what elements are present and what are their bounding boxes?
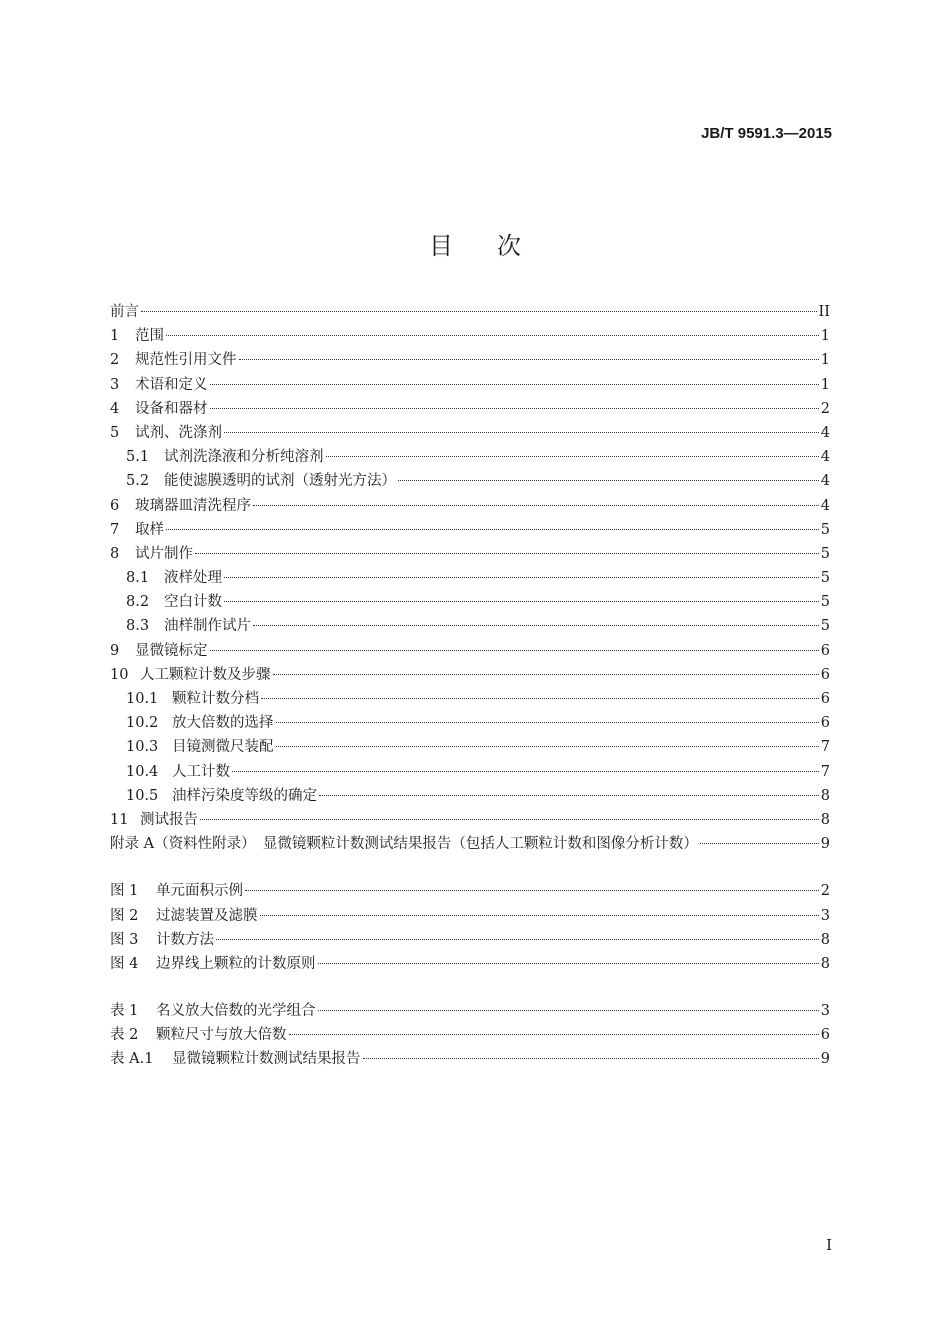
toc-entry-page: 4 — [820, 424, 830, 441]
dot-leader — [700, 843, 819, 844]
toc-entry-number: 1 — [110, 328, 120, 345]
toc-tables — [110, 999, 830, 1072]
toc-entry[interactable] — [110, 832, 830, 856]
toc-entry-page: 7 — [820, 763, 830, 780]
toc-entry-number: 10.4 — [126, 763, 159, 780]
toc-entry-label: 试剂、洗涤剂 — [135, 424, 222, 441]
toc-entry-label: 液样处理 — [164, 570, 222, 587]
toc-entry[interactable] — [110, 373, 830, 397]
dot-leader — [195, 553, 819, 554]
dot-leader — [398, 480, 819, 481]
table-entry-number: 表 2 — [110, 1027, 139, 1044]
dot-leader — [318, 1010, 819, 1011]
toc-entry[interactable] — [110, 639, 830, 663]
standard-code: JB/T 9591.3—2015 — [701, 125, 832, 142]
toc-entry-number: 7 — [110, 521, 120, 538]
toc-entry-page: 4 — [820, 473, 830, 490]
dot-leader — [260, 915, 819, 916]
toc-entry[interactable] — [110, 590, 830, 614]
toc-entry[interactable] — [110, 614, 830, 638]
toc-entry-page: 6 — [820, 715, 830, 732]
toc-entry[interactable] — [110, 808, 830, 832]
toc-entry-page: 6 — [820, 666, 830, 683]
toc-entry-page: 5 — [820, 570, 830, 587]
toc-entry-label: 范围 — [135, 328, 164, 345]
figure-entry[interactable] — [110, 879, 830, 903]
dot-leader — [245, 890, 819, 891]
dot-leader — [210, 408, 819, 409]
toc-entry-page: 5 — [820, 545, 830, 562]
toc-entry-label: 能使滤膜透明的试剂（透射光方法） — [164, 473, 396, 490]
figure-entry-page: 8 — [820, 931, 830, 948]
dot-leader — [318, 963, 819, 964]
figure-entry-label: 边界线上颗粒的计数原则 — [156, 955, 316, 972]
toc-entry[interactable] — [110, 784, 830, 808]
toc-figures — [110, 879, 830, 976]
toc-entry-label: 试剂洗涤液和分析纯溶剂 — [164, 449, 324, 466]
toc-entry[interactable] — [110, 663, 830, 687]
dot-leader — [224, 601, 819, 602]
toc-entry-page: 1 — [820, 376, 830, 393]
dot-leader — [276, 722, 819, 723]
toc-entry-page: 8 — [820, 787, 830, 804]
toc-entry[interactable] — [110, 348, 830, 372]
dot-leader — [210, 384, 819, 385]
dot-leader — [363, 1058, 819, 1059]
toc-entry-page: 6 — [820, 642, 830, 659]
table-entry-label: 显微镜颗粒计数测试结果报告 — [172, 1051, 361, 1068]
toc-entry-page: 5 — [820, 594, 830, 611]
toc-entry-page: 8 — [820, 811, 830, 828]
figure-entry-number: 图 2 — [110, 907, 139, 924]
toc-entry-number: 11 — [110, 811, 129, 828]
figure-entry-page: 2 — [820, 883, 830, 900]
dot-leader — [141, 311, 817, 312]
toc-entry[interactable] — [110, 735, 830, 759]
table-entry-page: 9 — [820, 1051, 830, 1068]
toc-entry-page: 6 — [820, 691, 830, 707]
toc-entry-label: 玻璃器皿清洗程序 — [135, 497, 251, 514]
toc-entry-label: 放大倍数的选择 — [172, 715, 274, 732]
figure-entry-number: 图 1 — [110, 883, 139, 900]
table-entry[interactable] — [110, 999, 830, 1023]
toc-entry-label: 人工颗粒计数及步骤 — [140, 666, 271, 683]
toc-entry[interactable] — [110, 760, 830, 784]
toc-entry[interactable] — [110, 397, 830, 421]
toc-entry-label: 设备和器材 — [135, 400, 208, 417]
toc-entry[interactable] — [110, 542, 830, 566]
toc-entry-label: 油样制作试片 — [164, 618, 251, 635]
toc-entry-label: 术语和定义 — [135, 376, 208, 393]
dot-leader — [326, 456, 819, 457]
toc-entry-number: 8 — [110, 545, 120, 562]
table-entry-page: 3 — [820, 1003, 830, 1020]
toc-entry-number: 10.3 — [126, 739, 159, 756]
toc-entry[interactable] — [110, 566, 830, 590]
figure-entry-label: 单元面积示例 — [156, 883, 243, 900]
toc-entry[interactable] — [110, 300, 830, 324]
figure-entry[interactable] — [110, 904, 830, 928]
toc-entry-number: 8.3 — [126, 618, 150, 635]
dot-leader — [253, 625, 819, 626]
page-number: I — [826, 1236, 832, 1254]
table-entry-number: 表 1 — [110, 1003, 139, 1020]
table-of-contents — [110, 300, 830, 1072]
toc-entry[interactable] — [110, 469, 830, 493]
dot-leader — [319, 795, 819, 796]
dot-leader — [289, 1034, 819, 1035]
figure-entry[interactable] — [110, 952, 830, 976]
table-entry[interactable] — [110, 1047, 830, 1071]
toc-entry-number: 3 — [110, 376, 120, 393]
toc-entry-number: 5 — [110, 424, 120, 441]
table-entry[interactable] — [110, 1023, 830, 1047]
toc-entry-page: 2 — [820, 400, 830, 417]
toc-entry-page: 4 — [820, 497, 830, 514]
figure-entry[interactable] — [110, 928, 830, 952]
toc-entry-page: 1 — [820, 352, 830, 369]
dot-leader — [224, 432, 819, 433]
dot-leader — [166, 335, 819, 336]
toc-entry-page: 4 — [820, 449, 830, 466]
toc-entry-page: 5 — [820, 521, 830, 538]
toc-entry-number: 8.1 — [126, 570, 150, 587]
figure-entry-label: 过滤装置及滤膜 — [156, 907, 258, 924]
toc-entry-label: 颗粒计数分档 — [172, 691, 259, 707]
toc-entry-label: 试片制作 — [135, 545, 193, 562]
dot-leader — [200, 819, 819, 820]
toc-entry-label: 油样污染度等级的确定 — [172, 787, 317, 804]
toc-entry-number: 2 — [110, 352, 120, 369]
toc-entry-label: 规范性引用文件 — [135, 352, 237, 369]
page-title: 目次 — [429, 232, 565, 260]
toc-entry-label: 显微镜标定 — [135, 642, 208, 659]
dot-leader — [166, 529, 819, 530]
toc-entry-page: 5 — [820, 618, 830, 635]
toc-entry-number: 10.1 — [126, 691, 159, 707]
dot-leader — [261, 698, 819, 699]
figure-entry-number: 图 4 — [110, 955, 139, 972]
toc-entry-number: 5.1 — [126, 449, 150, 466]
toc-sections — [110, 300, 830, 856]
toc-entry[interactable] — [110, 421, 830, 445]
toc-entry-page: II — [818, 304, 830, 320]
toc-entry-number: 4 — [110, 400, 120, 417]
toc-entry-page: 7 — [820, 739, 830, 756]
table-entry-number: 表 A.1 — [110, 1051, 154, 1068]
table-entry-label: 名义放大倍数的光学组合 — [156, 1003, 316, 1020]
dot-leader — [253, 505, 819, 506]
toc-entry-number: 6 — [110, 497, 120, 514]
dot-leader — [273, 674, 819, 675]
toc-entry-number: 10 — [110, 666, 129, 683]
figure-entry-page: 8 — [820, 955, 830, 972]
figure-entry-page: 3 — [820, 907, 830, 924]
toc-entry[interactable] — [110, 445, 830, 469]
toc-entry-number: 8.2 — [126, 594, 150, 611]
figure-entry-label: 计数方法 — [156, 931, 214, 948]
toc-entry-label: 目镜测微尺装配 — [172, 739, 274, 756]
toc-entry-label: 取样 — [135, 521, 164, 538]
toc-entry-page: 1 — [820, 328, 830, 345]
toc-entry[interactable] — [110, 518, 830, 542]
toc-entry-number: 10.5 — [126, 787, 159, 804]
toc-entry[interactable] — [110, 711, 830, 735]
toc-entry-number: 10.2 — [126, 715, 159, 732]
toc-entry-number: 5.2 — [126, 473, 150, 490]
toc-entry-page: 9 — [820, 836, 830, 853]
toc-entry[interactable] — [110, 494, 830, 518]
toc-entry-label: 附录 A（资料性附录） 显微镜颗粒计数测试结果报告（包括人工颗粒计数和图像分析计数） — [110, 836, 698, 853]
toc-entry-label: 前言 — [110, 304, 139, 320]
dot-leader — [216, 939, 819, 940]
dot-leader — [232, 771, 819, 772]
toc-entry-label: 测试报告 — [140, 811, 198, 828]
toc-entry-label: 人工计数 — [172, 763, 230, 780]
toc-entry-number: 9 — [110, 642, 120, 659]
figure-entry-number: 图 3 — [110, 931, 139, 948]
toc-entry[interactable] — [110, 324, 830, 348]
dot-leader — [210, 650, 819, 651]
dot-leader — [276, 746, 819, 747]
toc-entry[interactable] — [110, 687, 830, 711]
dot-leader — [224, 577, 819, 578]
toc-entry-label: 空白计数 — [164, 594, 222, 611]
table-entry-page: 6 — [820, 1027, 830, 1044]
dot-leader — [239, 359, 819, 360]
table-entry-label: 颗粒尺寸与放大倍数 — [156, 1027, 287, 1044]
